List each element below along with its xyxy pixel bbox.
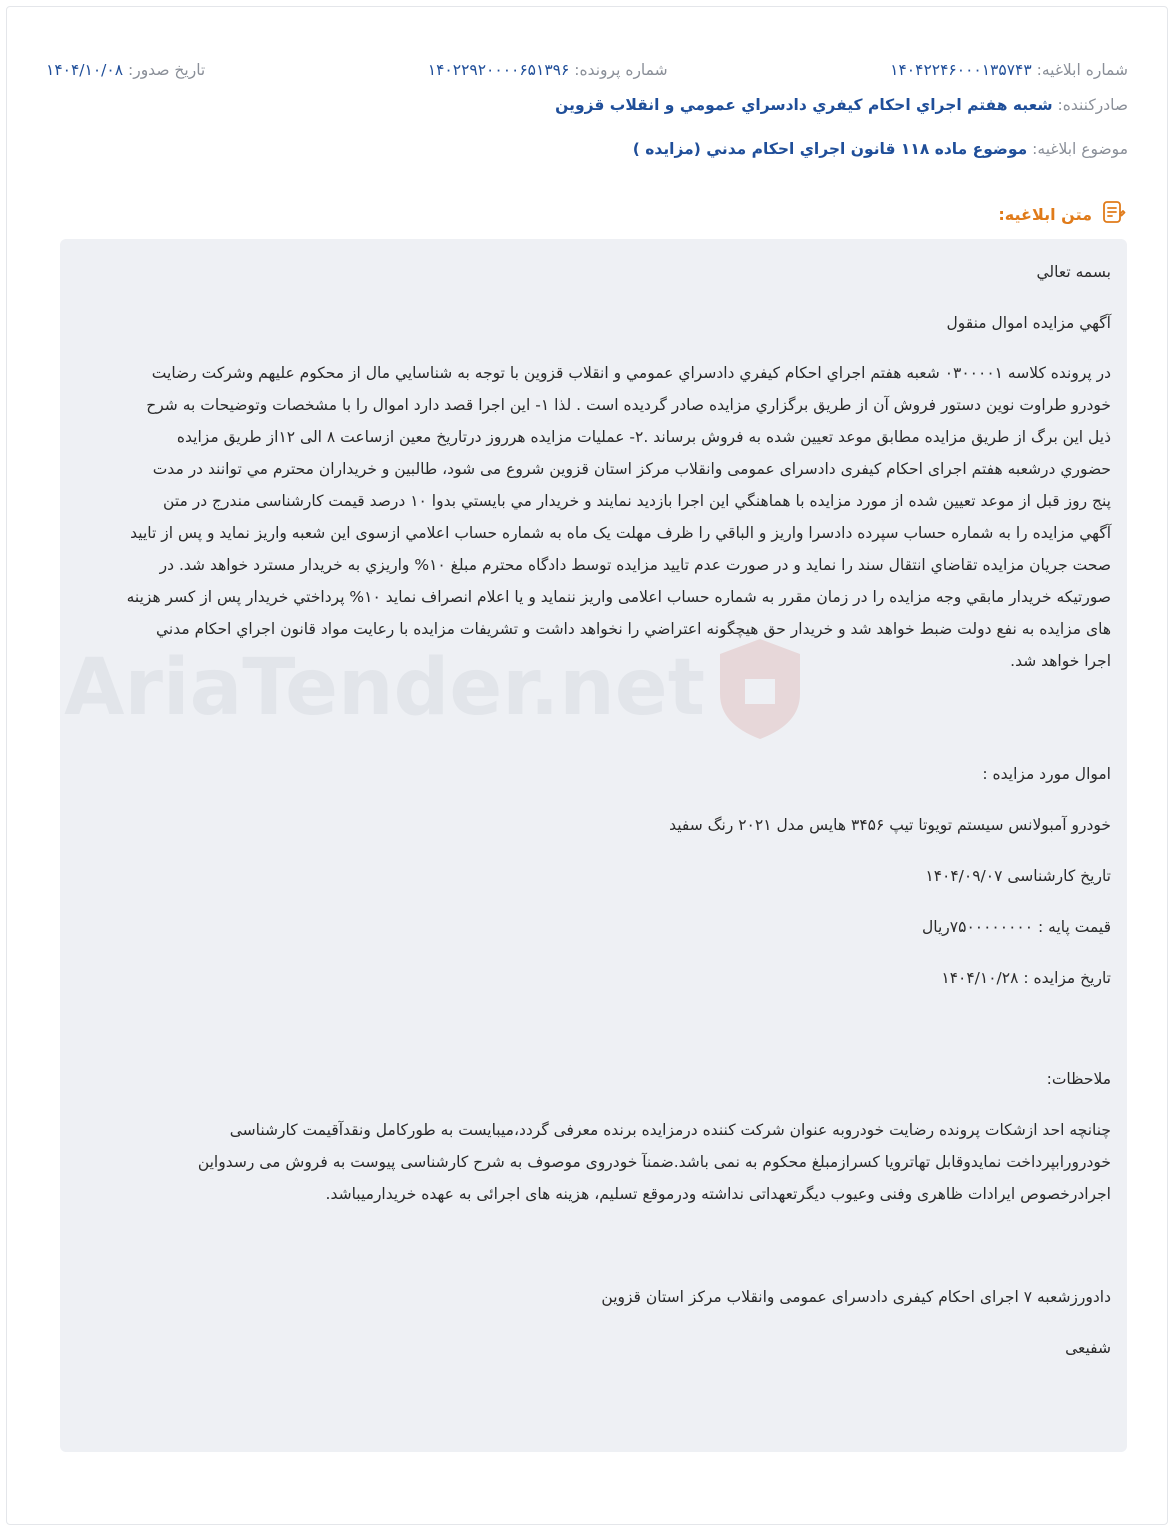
paragraph-line: صورتيکه خريدار مابقي وجه مزايده را در زمان مقرر به شماره حساب اعلامی واريز ننمايد و يا اعلام انصراف نمايد ۱۰% پرداختي خريدار پس از کسر هزينه xyxy=(126,588,1111,606)
notes-line: چنانچه احد ازشکات پرونده رضايت خودروبه عنوان شرکت کننده درمزايده برنده معرفی گردد،ميبايست به طورکامل ونقدآقيمت کارشناسی xyxy=(229,1121,1111,1139)
case-number-label: شماره پرونده: xyxy=(574,61,668,79)
signer-name: شفيعی xyxy=(1065,1339,1111,1357)
paragraph-line: خودرو طراوت نوين دستور فروش آن از طريق برگزاري مزايده صادر گرديده است . لذا ۱- اين اجرا قصد دارد اموال را با مشخصات وتوضيحات به شرح xyxy=(146,396,1111,414)
items-heading: اموال مورد مزايده : xyxy=(982,765,1111,783)
case-number-value: ۱۴۰۲۲۹۲۰۰۰۰۶۵۱۳۹۶ xyxy=(427,61,570,79)
notice-heading: آگهي مزايده اموال منقول xyxy=(946,314,1111,332)
notice-meta-row xyxy=(46,56,1128,84)
paragraph-line: آگهي مزايده را به شماره حساب سپرده دادسرا واريز و الباقي را ظرف مهلت يک ماه به شماره حساب اعلامي ازسوی اين شعبه واريز نمايد و پس از تاييد xyxy=(130,524,1111,542)
paragraph-line: حضوري درشعبه هفتم اجرای احکام کيفری دادسرای عمومی وانقلاب مرکز استان قزوين شروع می شود، طالبين و خريداران محترم مي توانند در مدت xyxy=(152,460,1111,478)
bismillah: بسمه تعالي xyxy=(1036,263,1111,281)
signature-line: دادورزشعبه ۷ اجرای احکام کيفری دادسرای عمومی وانقلاب مرکز استان قزوين xyxy=(601,1288,1111,1306)
notes-paragraph xyxy=(80,1114,1111,1210)
item-description: خودرو آمبولانس سيستم تويوتا تيپ ۳۴۵۶ هايس مدل ۲۰۲۱ رنگ سفيد xyxy=(669,816,1111,834)
base-price: قيمت پايه : ۷۵۰۰۰۰۰۰۰۰ريال xyxy=(922,918,1111,936)
case-number xyxy=(428,61,668,79)
document-text-icon xyxy=(1100,199,1126,229)
notes-line: خودرورابپرداخت نمايدوقابل تهاترويا کسرازمبلغ محکوم به نمی باشد.ضمنآ خودروی موصوف به شرح کارشناسی پيوست به فروش می رسدواين xyxy=(197,1153,1111,1171)
notice-paragraph xyxy=(80,357,1111,677)
notice-number xyxy=(890,61,1128,79)
paragraph-line: ذيل اين برگ از طريق مزايده مطابق موعد تعيين شده به فروش برساند .۲- عمليات مزايده هرروز درتاريخ معين ازساعت ۸ الی ۱۲از طريق مزايده xyxy=(176,428,1111,446)
paragraph-line: اجرا خواهد شد. xyxy=(1010,652,1111,670)
subject-value: موضوع ماده ۱۱۸ قانون اجراي احکام مدني (مزايده ) xyxy=(632,140,1028,158)
notice-number-label: شماره ابلاغيه: xyxy=(1036,61,1128,79)
auction-date: تاريخ مزايده : ۱۴۰۴/۱۰/۲۸ xyxy=(941,969,1111,987)
paragraph-line: های مزايده به نفع دولت ضبط خواهد شد و خريدار حق هيچگونه اعتراضي را نخواهد داشت و تشريفات مزايده با رعايت مواد قانون اجراي احکام مدني xyxy=(156,620,1111,638)
appraisal-date: تاريخ کارشناسی ۱۴۰۴/۰۹/۰۷ xyxy=(925,867,1111,885)
issue-date-label: تاريخ صدور: xyxy=(127,61,206,79)
issuer-label: صادرکننده: xyxy=(1057,96,1128,114)
notice-text-heading xyxy=(998,200,1126,228)
issue-date xyxy=(46,61,205,79)
notice-body-box xyxy=(60,239,1127,1452)
subject-label: موضوع ابلاغيه: xyxy=(1032,140,1128,158)
notice-number-value: ۱۴۰۴۲۲۴۶۰۰۰۱۳۵۷۴۳ xyxy=(890,61,1032,79)
watermark-text: AriaTender.net xyxy=(64,643,705,733)
issue-date-value: ۱۴۰۴/۱۰/۰۸ xyxy=(46,61,124,79)
issuer-line xyxy=(555,96,1128,114)
notes-heading: ملاحظات: xyxy=(1046,1070,1111,1088)
subject-line xyxy=(633,140,1128,158)
notes-line: اجرادرخصوص ايرادات ظاهری وفنی وعيوب ديگرتعهداتی نداشته ودرموقع تسليم، هزينه های اجرائی به عهده خريدارميباشد. xyxy=(325,1185,1111,1203)
paragraph-line: در پرونده کلاسه ۰۳۰۰۰۰۱ شعبه هفتم اجراي احکام کيفري دادسراي عمومي و انقلاب قزوين با توجه به شناسايي مال از محکوم عليهم وشرکت رضايت xyxy=(151,364,1111,382)
paragraph-line: صحت جريان مزايده تقاضاي انتقال سند را نمايد و در صورت عدم تاييد مزايده توسط دادگاه محترم مبلغ ۱۰% واريزي به خريدار مسترد خواهد شد. در xyxy=(159,556,1111,574)
issuer-value: شعبه هفتم اجراي احکام کيفري دادسراي عمومي و انقلاب قزوين xyxy=(555,96,1053,114)
paragraph-line: پنج روز قبل از موعد تعيين شده از مورد مزايده با هماهنگي اين اجرا بازديد نمايند و خريدار مي بايستي بدوا ۱۰ درصد قيمت کارشناسی مندرج در متن xyxy=(163,492,1111,510)
notice-text-title: متن ابلاغيه: xyxy=(998,204,1092,224)
